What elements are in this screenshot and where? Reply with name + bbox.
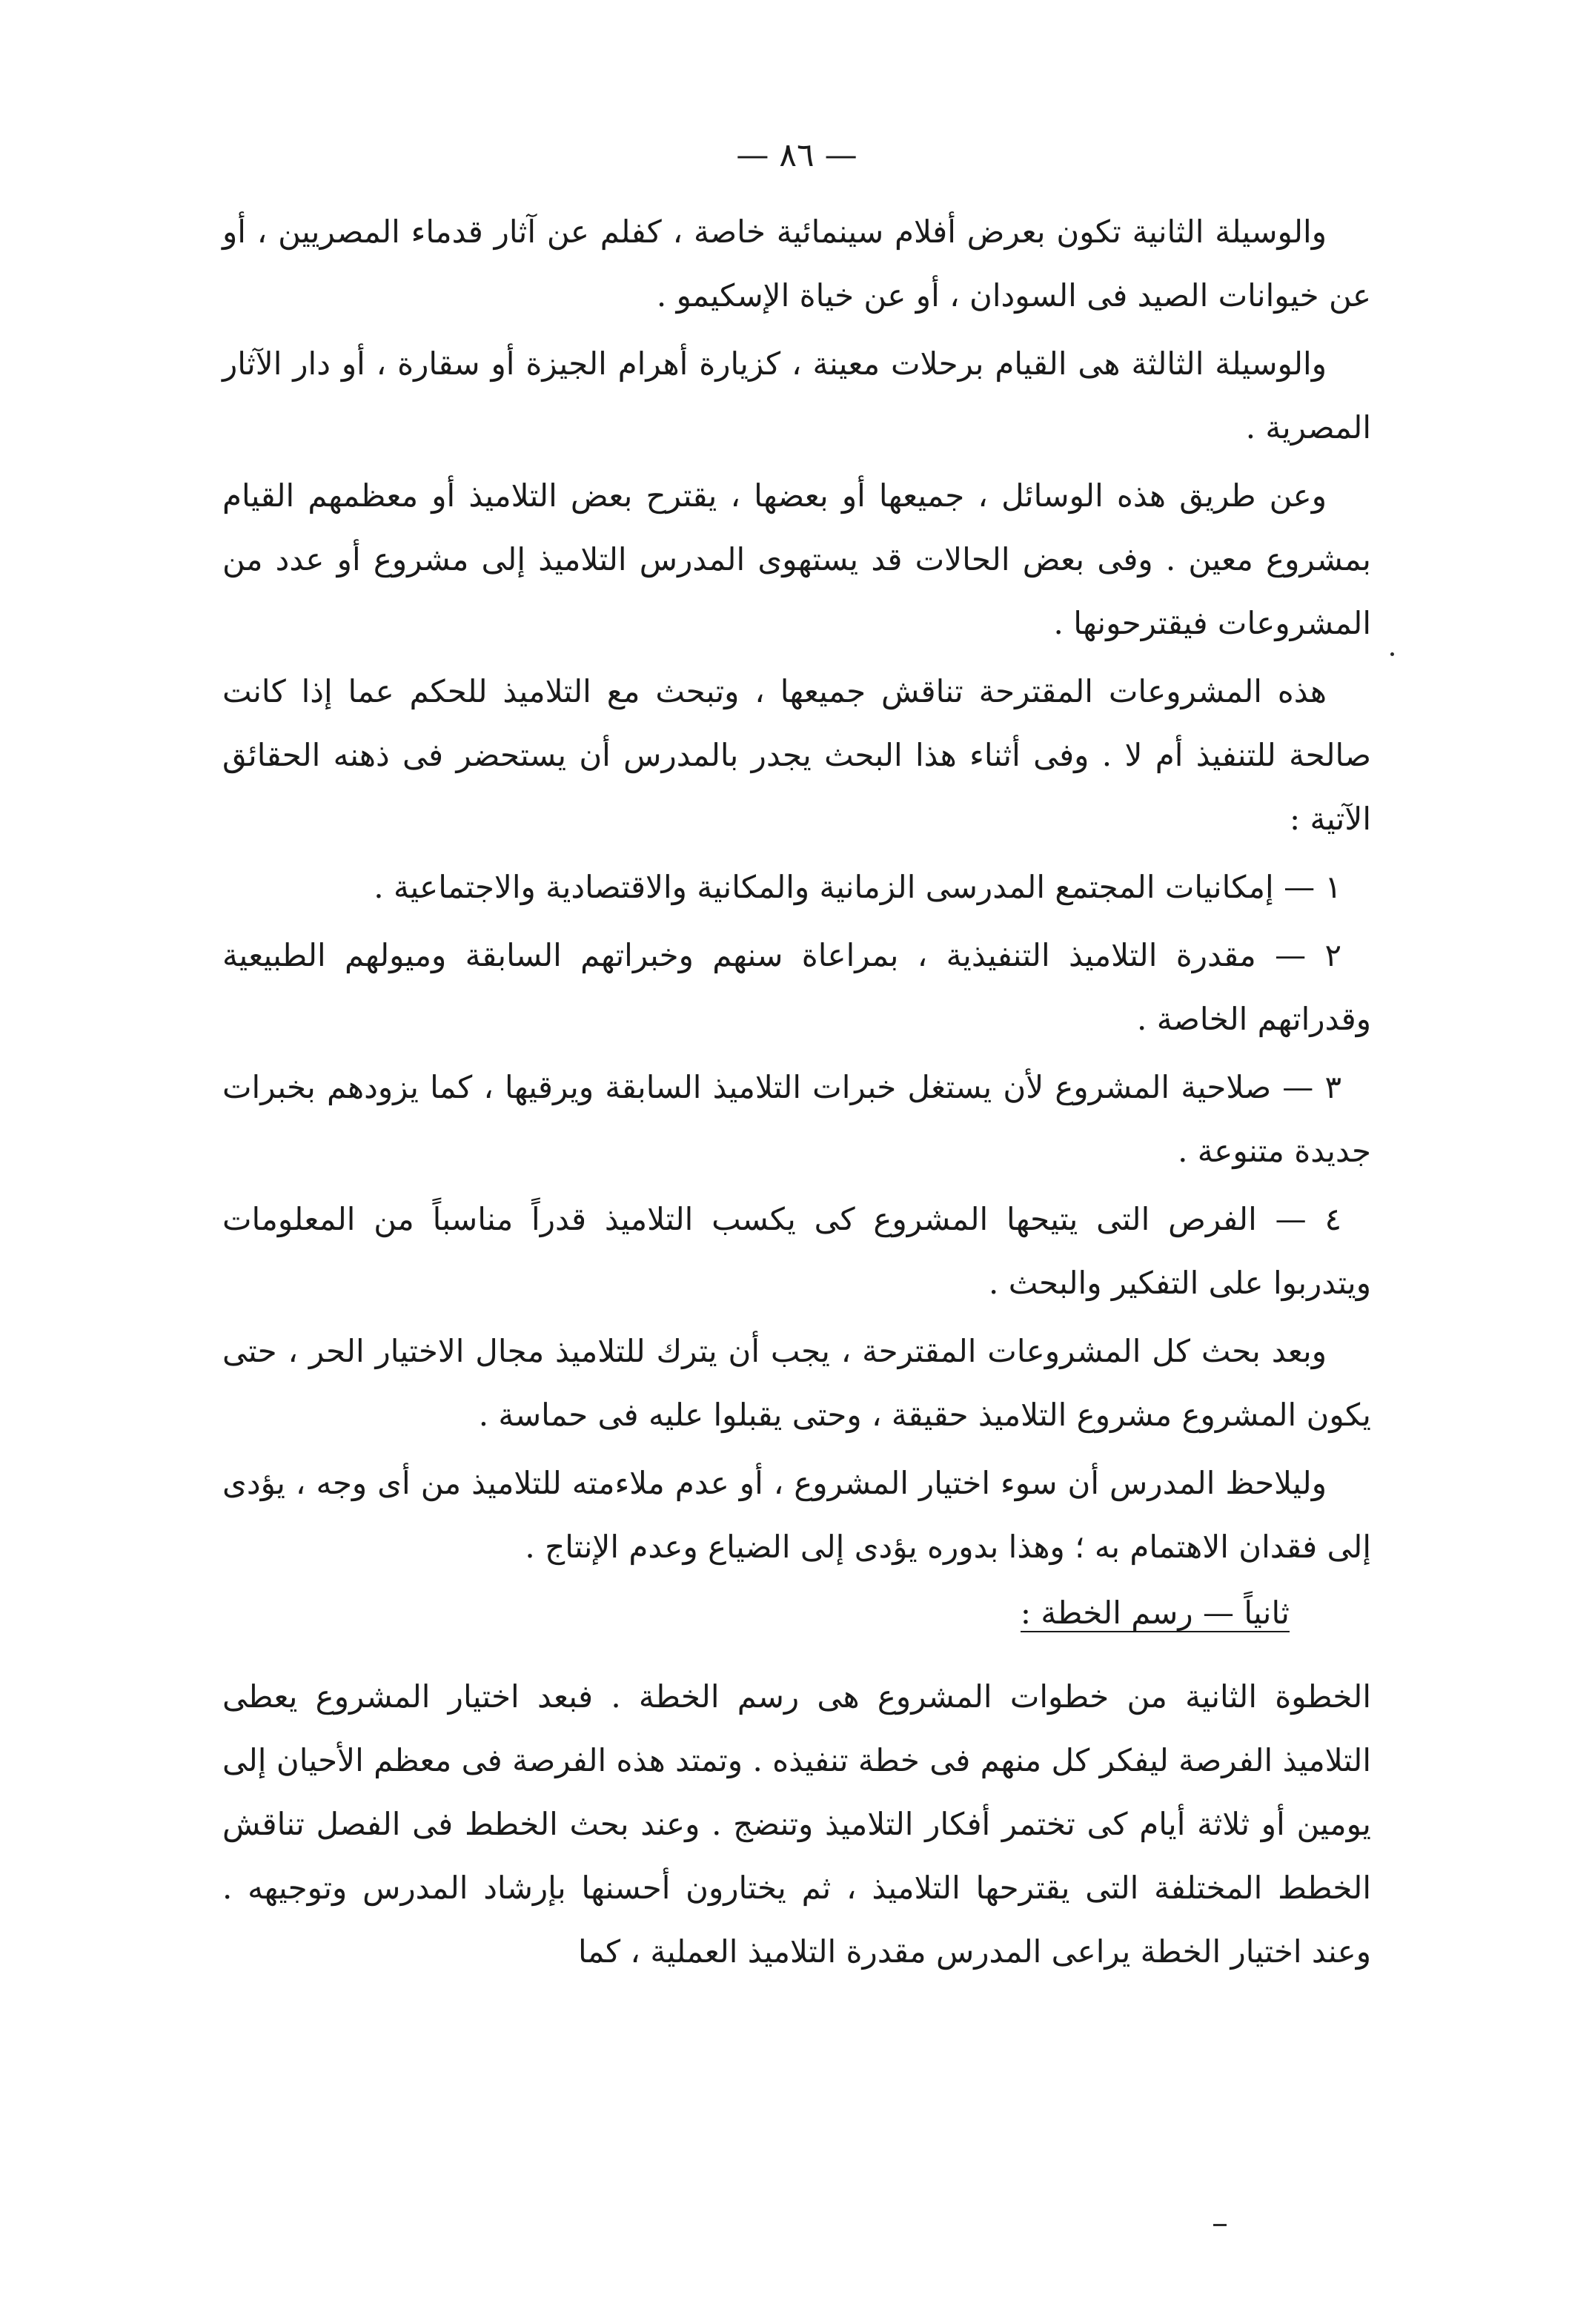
list-item-1: ١ — إمكانيات المجتمع المدرسى الزمانية والمكانية والاقتصادية والاجتماعية . bbox=[374, 869, 1341, 905]
stray-dash-mark bbox=[1213, 2224, 1227, 2226]
body-text bbox=[222, 200, 1371, 1984]
section-heading-text: ثانياً — رسم الخطة : bbox=[1020, 1595, 1290, 1631]
book-page bbox=[222, 126, 1371, 2231]
paragraph-suggestions: وعن طريق هذه الوسائل ، جميعها أو بعضها ، يقترح بعض التلاميذ أو معظمهم القيام بمشروع معين . وفى بعض الحالات قد يستهوى المدرس التلاميذ إلى مشروع أو عدد من المشروعات فيقترحونها . bbox=[222, 477, 1371, 641]
paragraph-free-choice: وبعد بحث كل المشروعات المقترحة ، يجب أن يترك للتلاميذ مجال الاختيار الحر ، حتى يكون المشروع مشروع التلاميذ حقيقة ، وحتى يقبلوا عليه فى حماسة . bbox=[222, 1333, 1371, 1433]
list-item-4: ٤ — الفرص التى يتيحها المشروع كى يكسب التلاميذ قدراً مناسباً من المعلومات ويتدربوا على التفكير والبحث . bbox=[222, 1201, 1371, 1301]
section-heading bbox=[222, 1583, 1371, 1643]
list-item-3: ٣ — صلاحية المشروع لأن يستغل خبرات التلاميذ السابقة ويرقيها ، كما يزودهم بخبرات جديدة متنوعة . bbox=[222, 1069, 1371, 1169]
paragraph-discussion: هذه المشروعات المقترحة تناقش جميعها ، وتبحث مع التلاميذ للحكم عما إذا كانت صالحة للتنفيذ أم لا . وفى أثناء هذا البحث يجدر بالمدرس أن يستحضر فى ذهنه الحقائق الآتية : bbox=[222, 673, 1371, 837]
paragraph-plan-drawing: الخطوة الثانية من خطوات المشروع هى رسم الخطة . فبعد اختيار المشروع يعطى التلاميذ الفرصة ليفكر كل منهم فى خطة تنفيذه . وتمتد هذه الفرصة فى معظم الأحيان إلى يومين أو ثلاثة أيام كى تختمر أفكار التلاميذ وتنضج . وعند بحث الخطط فى الفصل تناقش الخطط المختلفة التى يقترحها التلاميذ ، ثم يختارون أحسنها بإرشاد المدرس وتوجيهه . وعند اختيار الخطة يراعى المدرس مقدرة التلاميذ العملية ، كما bbox=[222, 1678, 1371, 1970]
paragraph-teacher-note: وليلاحظ المدرس أن سوء اختيار المشروع ، أو عدم ملاءمته للتلاميذ من أى وجه ، يؤدى إلى فقدان الاهتمام به ؛ وهذا بدوره يؤدى إلى الضياع وعدم الإنتاج . bbox=[222, 1465, 1371, 1565]
list-item-2: ٢ — مقدرة التلاميذ التنفيذية ، بمراعاة سنهم وخبراتهم السابقة وميولهم الطبيعية وقدراتهم الخاصة . bbox=[222, 937, 1371, 1037]
page-number: — ٨٦ — bbox=[736, 136, 857, 174]
paragraph-third-means: والوسيلة الثالثة هى القيام برحلات معينة ، كزيارة أهرام الجيزة أو سقارة ، أو دار الآثار المصرية . bbox=[222, 345, 1371, 446]
stray-dot-mark bbox=[1390, 652, 1394, 656]
paragraph-second-means: والوسيلة الثانية تكون بعرض أفلام سينمائية خاصة ، كفلم عن آثار قدماء المصريين ، أو عن خيوانات الصيد فى السودان ، أو عن خياة الإسكيمو . bbox=[222, 213, 1371, 314]
